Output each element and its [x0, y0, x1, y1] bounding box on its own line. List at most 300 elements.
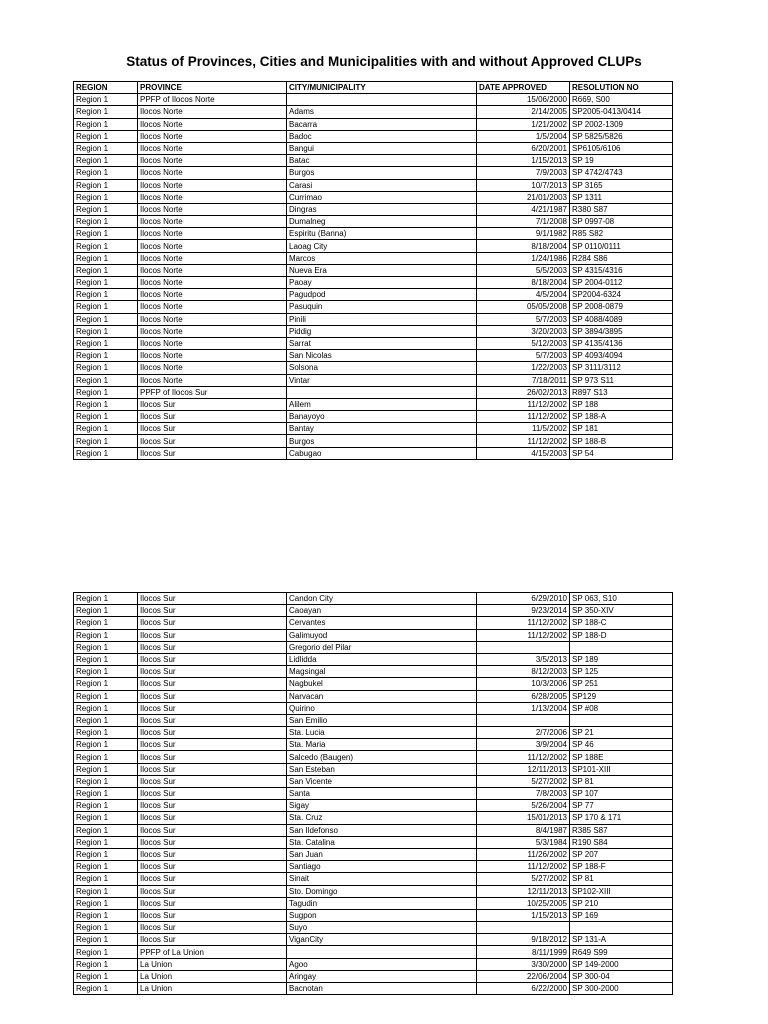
cell-region: Region 1: [74, 922, 138, 934]
cell-date: 7/18/2011: [477, 374, 570, 386]
cell-province: Ilocos Norte: [138, 289, 287, 301]
cell-resolution: SP 300-04: [570, 970, 673, 982]
cell-province: Ilocos Sur: [138, 909, 287, 921]
cell-city: Burgos: [287, 435, 477, 447]
table-row: [74, 666, 673, 678]
table-row: [74, 593, 673, 605]
cell-city: Sinait: [287, 873, 477, 885]
cell-region: Region 1: [74, 958, 138, 970]
cell-province: La Union: [138, 958, 287, 970]
table-row: [74, 398, 673, 410]
cell-city: Lidlidda: [287, 653, 477, 665]
cell-date: 3/30/2000: [477, 958, 570, 970]
cell-city: Nagbukel: [287, 678, 477, 690]
cell-resolution: SP 4088/4089: [570, 313, 673, 325]
cell-resolution: SP 0110/0111: [570, 240, 673, 252]
cell-region: Region 1: [74, 447, 138, 459]
header-city: CITY/MUNICIPALITY: [287, 82, 477, 94]
cell-date: 11/12/2002: [477, 398, 570, 410]
header-province: PROVINCE: [138, 82, 287, 94]
cell-date: 5/7/2003: [477, 350, 570, 362]
cell-city: Galimuyod: [287, 629, 477, 641]
table-row: [74, 411, 673, 423]
cell-city: Narvacan: [287, 690, 477, 702]
cell-province: Ilocos Sur: [138, 398, 287, 410]
table-row: [74, 277, 673, 289]
cell-date: 4/15/2003: [477, 447, 570, 459]
cell-resolution: SP 188E: [570, 751, 673, 763]
cell-region: Region 1: [74, 934, 138, 946]
cell-region: Region 1: [74, 106, 138, 118]
cell-region: Region 1: [74, 240, 138, 252]
cell-region: Region 1: [74, 751, 138, 763]
cell-city: Currimao: [287, 191, 477, 203]
cell-province: Ilocos Norte: [138, 118, 287, 130]
cell-region: Region 1: [74, 313, 138, 325]
table-row: [74, 970, 673, 982]
cell-date: [477, 714, 570, 726]
table-row: [74, 885, 673, 897]
table-row: [74, 228, 673, 240]
cell-resolution: SP 207: [570, 848, 673, 860]
cell-resolution: SP 54: [570, 447, 673, 459]
cell-region: Region 1: [74, 325, 138, 337]
cell-region: Region 1: [74, 155, 138, 167]
table-row: [74, 423, 673, 435]
table-row: [74, 142, 673, 154]
cell-region: Region 1: [74, 142, 138, 154]
cell-region: Region 1: [74, 411, 138, 423]
cell-city: Laoag City: [287, 240, 477, 252]
cell-region: Region 1: [74, 423, 138, 435]
cell-resolution: R85 S82: [570, 228, 673, 240]
cell-resolution: SP #08: [570, 702, 673, 714]
cell-city: Bangui: [287, 142, 477, 154]
cell-region: Region 1: [74, 885, 138, 897]
cell-date: 11/26/2002: [477, 848, 570, 860]
cell-resolution: SP 2002-1309: [570, 118, 673, 130]
cell-region: Region 1: [74, 836, 138, 848]
cell-region: Region 1: [74, 435, 138, 447]
cell-province: Ilocos Sur: [138, 727, 287, 739]
cell-province: Ilocos Sur: [138, 800, 287, 812]
table-row: [74, 922, 673, 934]
cell-resolution: SP 300-2000: [570, 983, 673, 995]
table-row: [74, 386, 673, 398]
cell-resolution: SP 188-D: [570, 629, 673, 641]
cell-resolution: SP2005-0413/0414: [570, 106, 673, 118]
cell-city: Carasi: [287, 179, 477, 191]
cell-city: Pinili: [287, 313, 477, 325]
cell-date: 1/22/2003: [477, 362, 570, 374]
table-row: [74, 897, 673, 909]
cell-city: Alilem: [287, 398, 477, 410]
cell-date: 1/13/2004: [477, 702, 570, 714]
cell-province: Ilocos Norte: [138, 228, 287, 240]
cell-city: Solsona: [287, 362, 477, 374]
table-row: [74, 983, 673, 995]
cell-resolution: SP6105/6106: [570, 142, 673, 154]
cell-city: Sta. Catalina: [287, 836, 477, 848]
cell-province: Ilocos Sur: [138, 873, 287, 885]
cell-date: 1/15/2013: [477, 155, 570, 167]
table-row: [74, 763, 673, 775]
table-row: [74, 958, 673, 970]
table-row: [74, 118, 673, 130]
cell-province: Ilocos Sur: [138, 788, 287, 800]
cell-resolution: SP 77: [570, 800, 673, 812]
cell-resolution: SP 19: [570, 155, 673, 167]
cell-resolution: SP 3894/3895: [570, 325, 673, 337]
cell-date: 5/26/2004: [477, 800, 570, 812]
cell-resolution: SP 063, S10: [570, 593, 673, 605]
cell-date: 5/27/2002: [477, 775, 570, 787]
cell-city: Sugpon: [287, 909, 477, 921]
cell-city: Sta. Cruz: [287, 812, 477, 824]
cell-province: Ilocos Sur: [138, 739, 287, 751]
cell-region: Region 1: [74, 678, 138, 690]
cell-date: 6/22/2000: [477, 983, 570, 995]
cell-region: Region 1: [74, 264, 138, 276]
cell-resolution: R897 S13: [570, 386, 673, 398]
cell-region: Region 1: [74, 909, 138, 921]
cell-region: Region 1: [74, 167, 138, 179]
cell-city: San Esteban: [287, 763, 477, 775]
table-row: [74, 946, 673, 958]
cell-province: Ilocos Sur: [138, 702, 287, 714]
table-row: [74, 788, 673, 800]
cell-region: Region 1: [74, 179, 138, 191]
cell-resolution: SP 181: [570, 423, 673, 435]
table-row: [74, 739, 673, 751]
cell-city: Pagudpod: [287, 289, 477, 301]
cell-region: Region 1: [74, 374, 138, 386]
table-row: [74, 350, 673, 362]
cell-city: San Juan: [287, 848, 477, 860]
table-row: [74, 362, 673, 374]
table-row: [74, 824, 673, 836]
cell-resolution: SP 188-B: [570, 435, 673, 447]
cell-city: Batac: [287, 155, 477, 167]
cell-province: Ilocos Norte: [138, 216, 287, 228]
cell-province: Ilocos Sur: [138, 641, 287, 653]
table-row: [74, 289, 673, 301]
cell-region: Region 1: [74, 812, 138, 824]
cell-province: Ilocos Sur: [138, 447, 287, 459]
cell-date: 22/06/2004: [477, 970, 570, 982]
cell-region: Region 1: [74, 617, 138, 629]
cell-date: 12/11/2013: [477, 763, 570, 775]
cell-date: [477, 641, 570, 653]
cell-city: [287, 386, 477, 398]
table-row: [74, 301, 673, 313]
cell-resolution: SP 188-C: [570, 617, 673, 629]
cell-date: 8/18/2004: [477, 277, 570, 289]
cell-region: Region 1: [74, 277, 138, 289]
cell-date: 5/5/2003: [477, 264, 570, 276]
cell-province: Ilocos Sur: [138, 714, 287, 726]
cell-resolution: SP 973 S11: [570, 374, 673, 386]
cell-province: Ilocos Norte: [138, 167, 287, 179]
cell-province: Ilocos Norte: [138, 350, 287, 362]
clup-status-table-bottom: [73, 592, 673, 995]
cell-date: 1/15/2013: [477, 909, 570, 921]
cell-resolution: SP 149-2000: [570, 958, 673, 970]
table-row: [74, 374, 673, 386]
table-row: [74, 167, 673, 179]
table-row: [74, 191, 673, 203]
cell-city: Sigay: [287, 800, 477, 812]
cell-region: Region 1: [74, 983, 138, 995]
cell-city: Magsingal: [287, 666, 477, 678]
table-header-row: [74, 82, 673, 94]
cell-resolution: [570, 641, 673, 653]
table-row: [74, 325, 673, 337]
cell-city: Gregorio del Pilar: [287, 641, 477, 653]
table-row: [74, 203, 673, 215]
cell-province: Ilocos Norte: [138, 264, 287, 276]
cell-city: San Ildefonso: [287, 824, 477, 836]
table-row: [74, 909, 673, 921]
cell-city: Dingras: [287, 203, 477, 215]
cell-province: Ilocos Norte: [138, 252, 287, 264]
cell-date: 11/12/2002: [477, 617, 570, 629]
cell-province: Ilocos Sur: [138, 812, 287, 824]
cell-date: 12/11/2013: [477, 885, 570, 897]
cell-date: 7/8/2003: [477, 788, 570, 800]
cell-resolution: SP 4135/4136: [570, 337, 673, 349]
cell-region: Region 1: [74, 897, 138, 909]
cell-region: Region 1: [74, 666, 138, 678]
cell-province: Ilocos Norte: [138, 325, 287, 337]
cell-province: Ilocos Sur: [138, 824, 287, 836]
cell-date: 6/20/2001: [477, 142, 570, 154]
cell-date: 5/27/2002: [477, 873, 570, 885]
header-resolution: RESOLUTION NO: [570, 82, 673, 94]
cell-city: Badoc: [287, 130, 477, 142]
cell-region: Region 1: [74, 873, 138, 885]
cell-resolution: SP2004-6324: [570, 289, 673, 301]
cell-resolution: SP 2004-0112: [570, 277, 673, 289]
table-row: [74, 702, 673, 714]
cell-date: 7/1/2008: [477, 216, 570, 228]
cell-province: Ilocos Sur: [138, 751, 287, 763]
cell-resolution: SP 21: [570, 727, 673, 739]
cell-resolution: SP 107: [570, 788, 673, 800]
cell-city: Sto. Domingo: [287, 885, 477, 897]
cell-region: Region 1: [74, 605, 138, 617]
table-row: [74, 155, 673, 167]
cell-resolution: SP 189: [570, 653, 673, 665]
cell-resolution: R385 S87: [570, 824, 673, 836]
cell-resolution: SP 169: [570, 909, 673, 921]
cell-region: Region 1: [74, 739, 138, 751]
cell-province: Ilocos Sur: [138, 934, 287, 946]
cell-city: Dumalneg: [287, 216, 477, 228]
cell-date: 8/4/1987: [477, 824, 570, 836]
cell-province: Ilocos Sur: [138, 922, 287, 934]
cell-province: Ilocos Sur: [138, 836, 287, 848]
table-row: [74, 252, 673, 264]
cell-province: Ilocos Norte: [138, 155, 287, 167]
cell-province: Ilocos Sur: [138, 411, 287, 423]
cell-city: Paoay: [287, 277, 477, 289]
cell-region: Region 1: [74, 727, 138, 739]
cell-region: Region 1: [74, 702, 138, 714]
cell-city: Cabugao: [287, 447, 477, 459]
cell-date: 11/5/2002: [477, 423, 570, 435]
cell-region: Region 1: [74, 337, 138, 349]
cell-province: La Union: [138, 983, 287, 995]
table-row: [74, 653, 673, 665]
cell-date: 5/7/2003: [477, 313, 570, 325]
cell-province: Ilocos Sur: [138, 617, 287, 629]
document-title: Status of Provinces, Cities and Municipalities with and without Approved CLUPs: [126, 54, 642, 69]
cell-province: Ilocos Sur: [138, 885, 287, 897]
cell-province: PPFP of Ilocos Norte: [138, 94, 287, 106]
cell-province: Ilocos Sur: [138, 848, 287, 860]
cell-resolution: R380 S87: [570, 203, 673, 215]
cell-region: Region 1: [74, 653, 138, 665]
cell-resolution: SP 188-A: [570, 411, 673, 423]
cell-resolution: SP 4093/4094: [570, 350, 673, 362]
cell-resolution: SP 5825/5826: [570, 130, 673, 142]
cell-region: Region 1: [74, 800, 138, 812]
table-row: [74, 800, 673, 812]
cell-city: ViganCity: [287, 934, 477, 946]
cell-province: Ilocos Sur: [138, 861, 287, 873]
cell-province: PPFP of Ilocos Sur: [138, 386, 287, 398]
cell-date: 9/23/2014: [477, 605, 570, 617]
cell-date: 26/02/2013: [477, 386, 570, 398]
table-row: [74, 934, 673, 946]
table-row: [74, 727, 673, 739]
cell-date: 10/25/2005: [477, 897, 570, 909]
cell-city: Salcedo (Baugen): [287, 751, 477, 763]
cell-province: Ilocos Sur: [138, 629, 287, 641]
cell-province: Ilocos Norte: [138, 337, 287, 349]
cell-resolution: SP 81: [570, 775, 673, 787]
cell-province: Ilocos Sur: [138, 605, 287, 617]
cell-region: Region 1: [74, 350, 138, 362]
cell-date: 15/01/2013: [477, 812, 570, 824]
cell-region: Region 1: [74, 775, 138, 787]
cell-region: Region 1: [74, 970, 138, 982]
cell-date: 6/29/2010: [477, 593, 570, 605]
cell-resolution: R190 S84: [570, 836, 673, 848]
cell-province: La Union: [138, 970, 287, 982]
cell-date: 8/18/2004: [477, 240, 570, 252]
table-row: [74, 836, 673, 848]
cell-resolution: SP129: [570, 690, 673, 702]
cell-region: Region 1: [74, 714, 138, 726]
cell-date: 10/7/2013: [477, 179, 570, 191]
cell-city: Caoayan: [287, 605, 477, 617]
cell-region: Region 1: [74, 252, 138, 264]
cell-city: Tagudin: [287, 897, 477, 909]
cell-province: Ilocos Sur: [138, 593, 287, 605]
cell-resolution: SP 131-A: [570, 934, 673, 946]
cell-date: 2/14/2005: [477, 106, 570, 118]
cell-date: 7/9/2003: [477, 167, 570, 179]
cell-resolution: SP 4742/4743: [570, 167, 673, 179]
cell-region: Region 1: [74, 824, 138, 836]
table-row: [74, 775, 673, 787]
cell-resolution: SP 210: [570, 897, 673, 909]
cell-province: Ilocos Norte: [138, 240, 287, 252]
cell-city: San Nicolas: [287, 350, 477, 362]
cell-province: PPFP of La Union: [138, 946, 287, 958]
cell-date: 1/5/2004: [477, 130, 570, 142]
cell-resolution: SP 251: [570, 678, 673, 690]
cell-resolution: SP 3111/3112: [570, 362, 673, 374]
cell-date: 9/1/1982: [477, 228, 570, 240]
cell-province: Ilocos Norte: [138, 362, 287, 374]
table-row: [74, 861, 673, 873]
table-row: [74, 264, 673, 276]
cell-resolution: [570, 714, 673, 726]
table-row: [74, 94, 673, 106]
cell-province: Ilocos Sur: [138, 435, 287, 447]
cell-city: Bacarra: [287, 118, 477, 130]
cell-region: Region 1: [74, 386, 138, 398]
cell-province: Ilocos Sur: [138, 897, 287, 909]
cell-resolution: SP 350-XIV: [570, 605, 673, 617]
cell-date: 6/28/2005: [477, 690, 570, 702]
table-row: [74, 690, 673, 702]
cell-province: Ilocos Norte: [138, 277, 287, 289]
table-row: [74, 714, 673, 726]
cell-date: 8/12/2003: [477, 666, 570, 678]
table-row: [74, 617, 673, 629]
cell-city: Sta. Maria: [287, 739, 477, 751]
cell-date: 11/12/2002: [477, 411, 570, 423]
cell-region: Region 1: [74, 289, 138, 301]
cell-region: Region 1: [74, 301, 138, 313]
cell-resolution: [570, 922, 673, 934]
cell-region: Region 1: [74, 861, 138, 873]
cell-resolution: SP 188-F: [570, 861, 673, 873]
cell-city: Sta. Lucia: [287, 727, 477, 739]
table-row: [74, 641, 673, 653]
cell-resolution: SP 46: [570, 739, 673, 751]
cell-date: 11/12/2002: [477, 435, 570, 447]
cell-province: Ilocos Norte: [138, 313, 287, 325]
cell-date: 1/21/2002: [477, 118, 570, 130]
cell-resolution: SP102-XIII: [570, 885, 673, 897]
cell-city: Banayoyo: [287, 411, 477, 423]
cell-city: Piddig: [287, 325, 477, 337]
cell-province: Ilocos Sur: [138, 678, 287, 690]
table-row: [74, 106, 673, 118]
cell-date: 4/5/2004: [477, 289, 570, 301]
cell-date: 3/5/2013: [477, 653, 570, 665]
cell-resolution: SP 170 & 171: [570, 812, 673, 824]
cell-resolution: R649 S99: [570, 946, 673, 958]
cell-province: Ilocos Norte: [138, 130, 287, 142]
cell-resolution: SP 125: [570, 666, 673, 678]
cell-region: Region 1: [74, 763, 138, 775]
cell-city: San Vicente: [287, 775, 477, 787]
cell-province: Ilocos Norte: [138, 203, 287, 215]
table-row: [74, 240, 673, 252]
cell-resolution: SP 188: [570, 398, 673, 410]
cell-province: Ilocos Norte: [138, 142, 287, 154]
header-region: REGION: [74, 82, 138, 94]
cell-date: 11/12/2002: [477, 751, 570, 763]
cell-city: Marcos: [287, 252, 477, 264]
table-row: [74, 179, 673, 191]
